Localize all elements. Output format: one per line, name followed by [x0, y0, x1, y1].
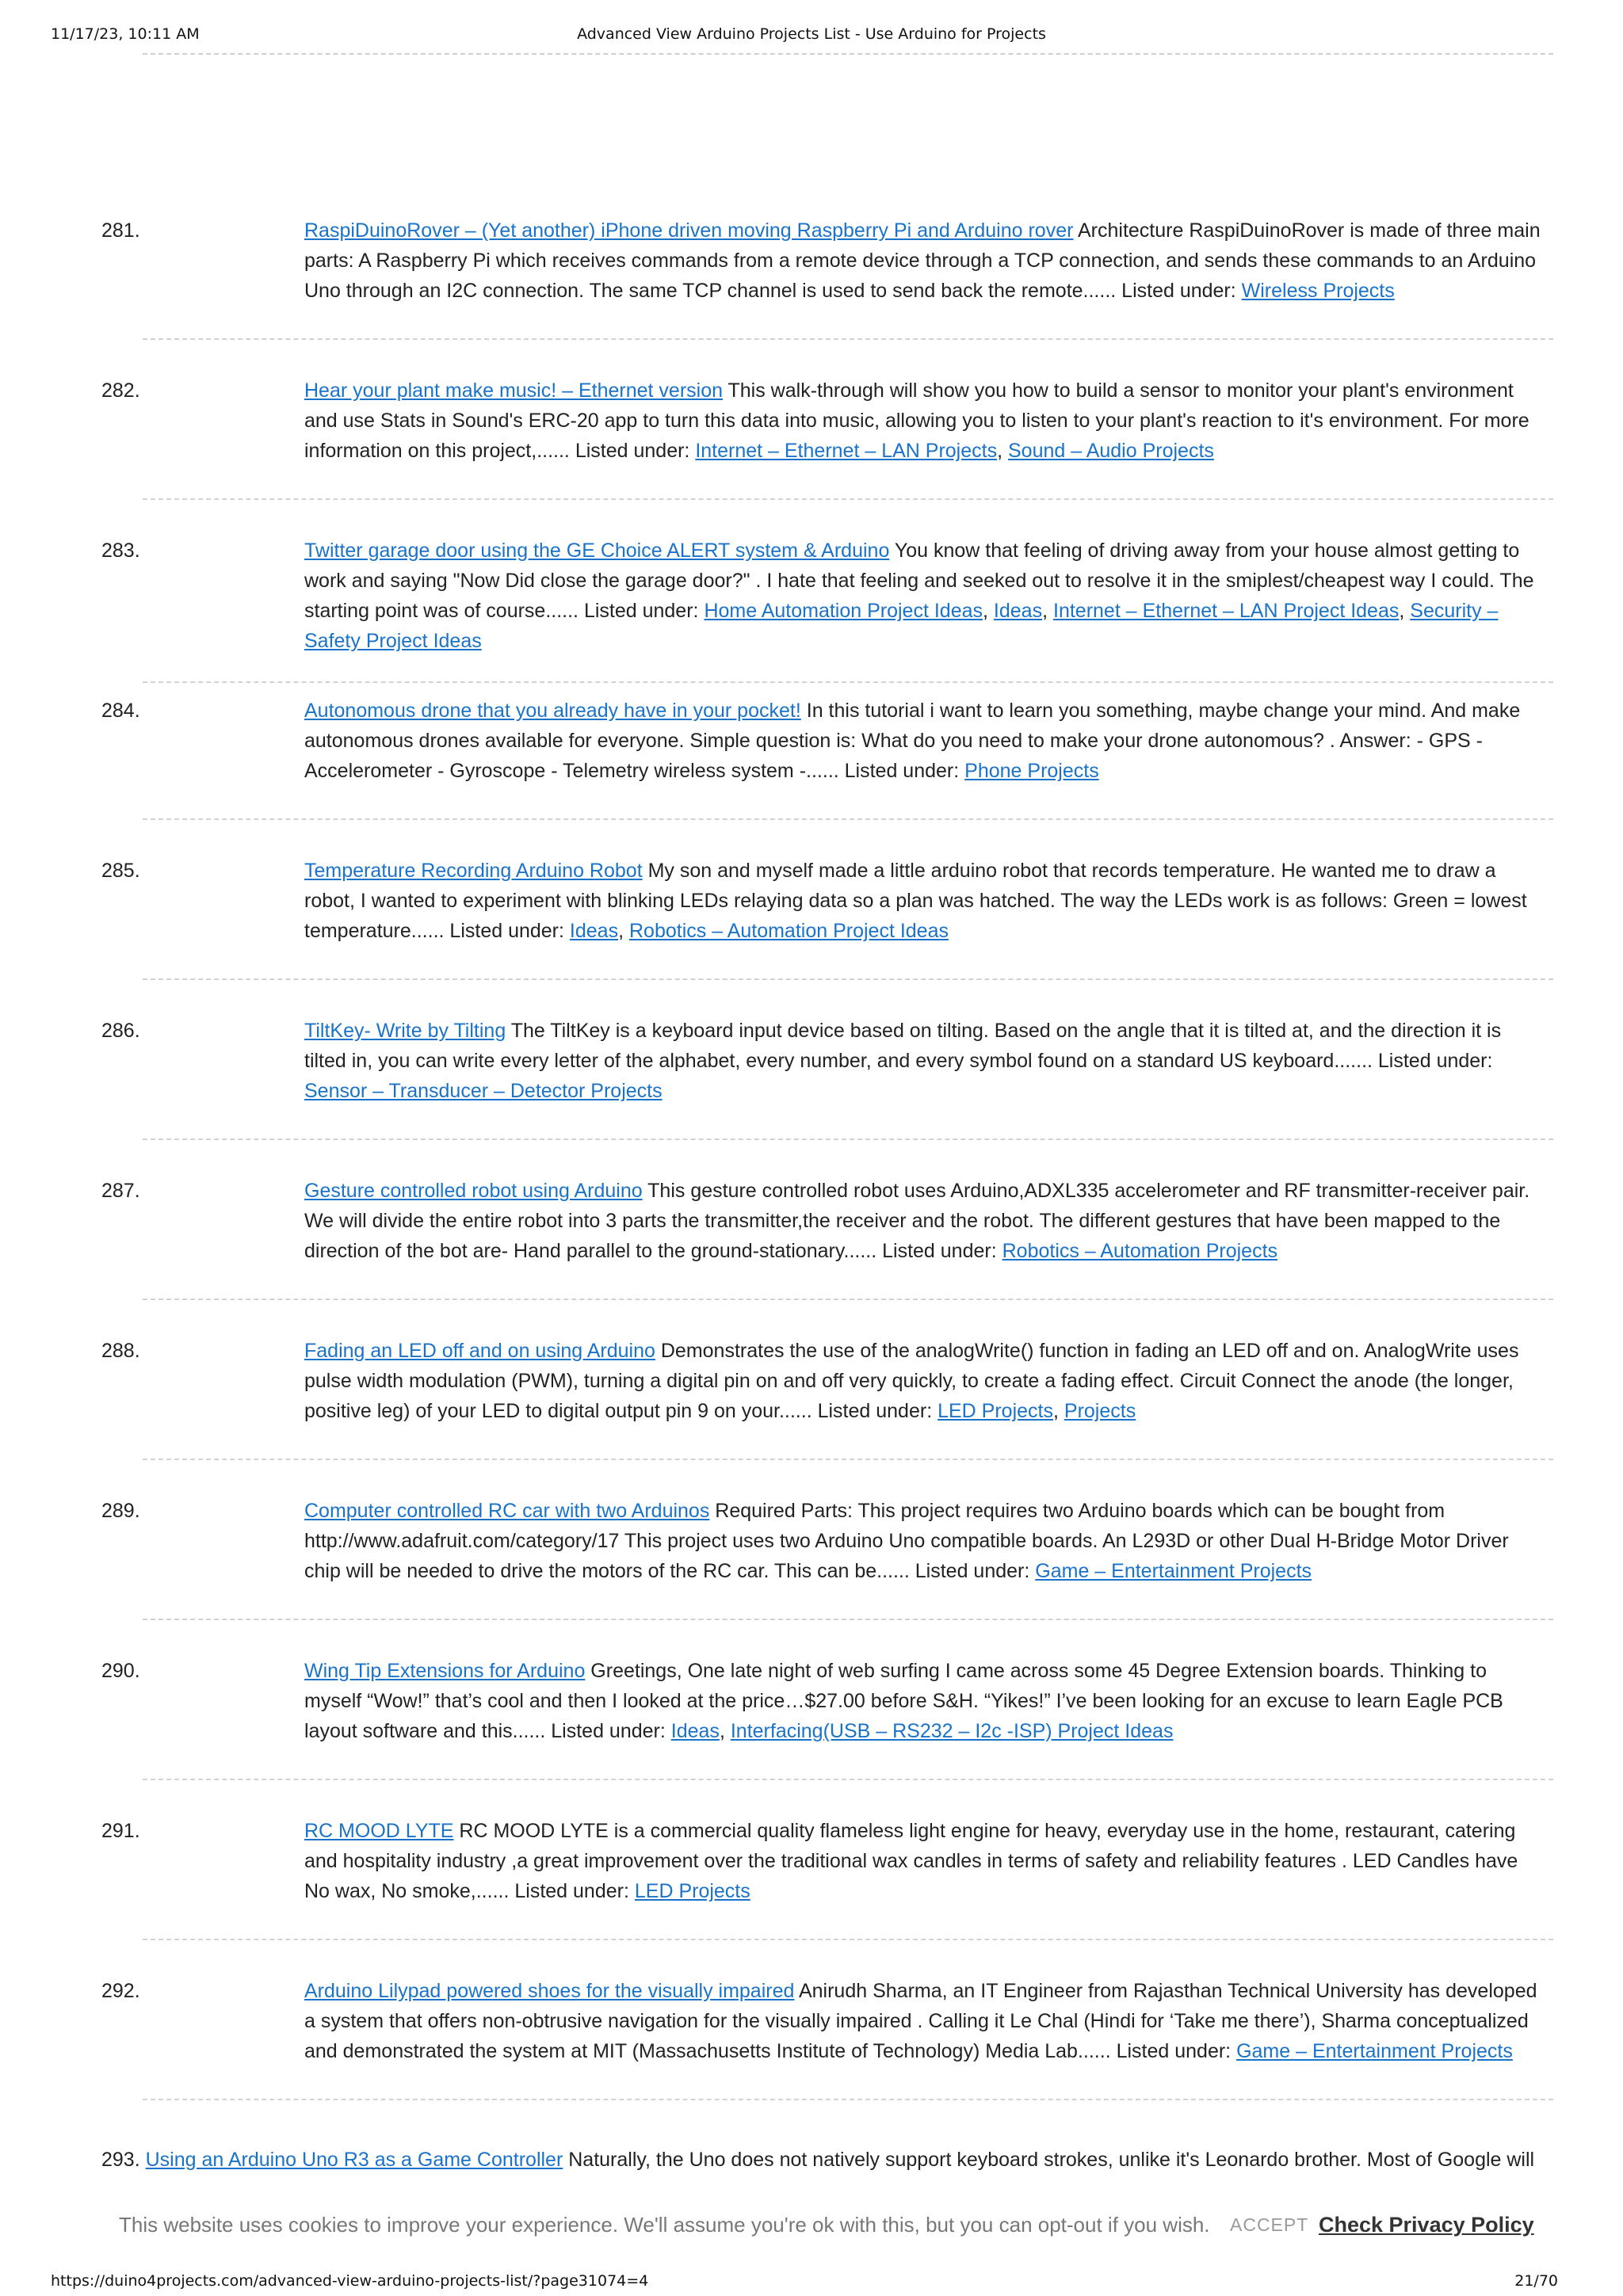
print-datetime: 11/17/23, 10:11 AM — [51, 25, 200, 43]
category-separator: , — [1399, 600, 1411, 622]
entry-body — [304, 376, 1545, 466]
list-item — [101, 1816, 1553, 1940]
entry-body — [304, 215, 1545, 306]
list-item — [101, 1176, 1553, 1300]
list-item — [101, 536, 1553, 683]
entry-number: 292. — [101, 1980, 140, 2002]
top-divider — [143, 53, 1553, 55]
entry-number: 291. — [101, 1820, 140, 1842]
entry-title-link[interactable]: TiltKey- Write by Tilting — [304, 1020, 506, 1042]
category-separator: , — [719, 1720, 731, 1742]
entry-description: Demonstrates the use of the analogWrite() function in fading an LED off and on. AnalogWrite uses pulse width modulation (PWM), turning a digital pin on and off very quickly, to create a fading effect. Circuit Connect the anode (the longer, positive leg) of your LED to digital output pin 9 on your...... Listed under: — [304, 1340, 1519, 1422]
category-link[interactable]: LED Projects — [634, 1880, 750, 1902]
entry-body — [304, 1976, 1545, 2066]
cookie-message: This website uses cookies to improve your experience. We'll assume you're ok with this, but you can opt-out if you wish. — [119, 2213, 1210, 2237]
entry-number: 289. — [101, 1500, 140, 1522]
print-page-number: 21/70 — [1514, 2272, 1558, 2290]
entry-number: 281. — [101, 219, 140, 242]
entry-description: This gesture controlled robot uses Arduino,ADXL335 accelerometer and RF transmitter-receiver pair. We will divide the entire robot into 3 parts the transmitter,the receiver and the robot. The different gestures that have been mapped to the direction of the bot are- Hand parallel to the ground-stationary...... Listed under: — [304, 1180, 1530, 1262]
category-link[interactable]: LED Projects — [938, 1400, 1053, 1422]
privacy-policy-link[interactable]: Check Privacy Policy — [1319, 2213, 1534, 2237]
category-link[interactable]: Home Automation Project Ideas — [704, 600, 983, 622]
category-link[interactable]: Game – Entertainment Projects — [1035, 1560, 1312, 1582]
entry-number: 293. — [101, 2149, 140, 2171]
category-link[interactable]: Internet – Ethernet – LAN Project Ideas — [1053, 600, 1400, 622]
category-link[interactable]: Robotics – Automation Project Ideas — [628, 920, 949, 942]
entry-number: 290. — [101, 1660, 140, 1682]
list-item-partial — [101, 2145, 1553, 2175]
entry-body — [304, 1016, 1545, 1106]
entry-body — [304, 1656, 1545, 1746]
entry-title-link[interactable]: Arduino Lilypad powered shoes for the visually impaired — [304, 1980, 795, 2002]
entry-body — [304, 1496, 1545, 1586]
category-separator: , — [997, 440, 1008, 462]
category-link[interactable]: Ideas — [569, 920, 619, 942]
category-link[interactable]: Phone Projects — [964, 760, 1099, 782]
list-item — [101, 1016, 1553, 1140]
entry-title-link[interactable]: Autonomous drone that you already have in your pocket! — [304, 700, 801, 722]
entry-description: Greetings, One late night of web surfing I came across some 45 Degree Extension boards. Thinking to myself “Wow!” that’s cool and then I looked at the price…$27.00 before S&H. “Yikes!” I’ve been looking for an excuse to learn Eagle PCB layout software and this...... Listed under: — [304, 1660, 1503, 1742]
cookie-accept-button[interactable]: ACCEPT — [1230, 2214, 1309, 2235]
entry-title-link[interactable]: Gesture controlled robot using Arduino — [304, 1180, 643, 1202]
category-link[interactable]: Ideas — [670, 1720, 720, 1742]
entry-description: Architecture RaspiDuinoRover is made of three main parts: A Raspberry Pi which receives commands from a remote device through a TCP connection, and sends these commands to an Arduino Uno through an I2C connection. The same TCP channel is used to send back the remote...... Listed under: — [304, 219, 1541, 302]
entry-description: Anirudh Sharma, an IT Engineer from Rajasthan Technical University has developed a system that offers non-obtrusive navigation for the visually impaired . Calling it Le Chal (Hindi for ‘Take me there’), Sharma conceptualized and demonstrated the system at MIT (Massachusetts Institute of Technology) Media Lab...... Listed under: — [304, 1980, 1537, 2062]
category-separator: , — [983, 600, 994, 622]
entry-number: 286. — [101, 1020, 140, 1042]
entry-description: RC MOOD LYTE is a commercial quality flameless light engine for heavy, everyday use in the home, restaurant, catering and hospitality industry ,a great improvement over the traditional wax candles in terms of safety and reliability features . LED Candles have No wax, No smoke,...... Listed under: — [304, 1820, 1518, 1902]
entry-title-link[interactable]: Computer controlled RC car with two Arduinos — [304, 1500, 710, 1522]
entry-description: In this tutorial i want to learn you something, maybe change your mind. And make autonomous drones available for everyone. Simple question is: What do you need to make your drone autonomous? . Answer: - GPS - Accelerometer - Gyroscope - Telemetry wireless system -...... Listed under: — [304, 700, 1521, 782]
entry-number: 284. — [101, 700, 140, 722]
print-page-title: Advanced View Arduino Projects List - Use Arduino for Projects — [577, 25, 1046, 43]
category-separator: , — [1052, 1400, 1064, 1422]
category-separator: , — [1042, 600, 1053, 622]
category-link[interactable]: Wireless Projects — [1241, 280, 1395, 302]
category-link[interactable]: Internet – Ethernet – LAN Projects — [695, 440, 998, 462]
entry-title-link[interactable]: Wing Tip Extensions for Arduino — [304, 1660, 586, 1682]
category-link[interactable]: Sound – Audio Projects — [1007, 440, 1214, 462]
entry-title-link[interactable]: Fading an LED off and on using Arduino — [304, 1340, 655, 1362]
print-header — [0, 25, 1623, 46]
entry-description: The TiltKey is a keyboard input device based on tilting. Based on the angle that it is tilted at, and the direction it is tilted in, you can write every letter of the alphabet, every number, and every symbol found on a standard US keyboard....... Listed under: — [304, 1020, 1502, 1072]
category-link[interactable]: Sensor – Transducer – Detector Projects — [304, 1080, 663, 1102]
entry-description: You know that feeling of driving away from your house almost getting to work and saying "Now Did close the garage door?" . I hate that feeling and seeked out to resolve it in the smiplest/cheapest way I could. The starting point was of course...... Listed under: — [304, 540, 1534, 622]
list-item — [101, 376, 1553, 500]
list-item — [101, 856, 1553, 980]
entry-body — [304, 536, 1545, 656]
entry-title-link[interactable]: RaspiDuinoRover – (Yet another) iPhone driven moving Raspberry Pi and Arduino rover — [304, 219, 1074, 242]
list-item — [101, 215, 1553, 340]
print-url: https://duino4projects.com/advanced-view-arduino-projects-list/?page31074=4 — [51, 2272, 649, 2290]
entry-title-link[interactable]: Twitter garage door using the GE Choice ALERT system & Arduino — [304, 540, 890, 562]
entry-title-link[interactable]: RC MOOD LYTE — [304, 1820, 454, 1842]
entry-title-link[interactable]: Using an Arduino Uno R3 as a Game Controller — [145, 2149, 563, 2171]
category-link[interactable]: Interfacing(USB – RS232 – I2c -ISP) Project Ideas — [730, 1720, 1174, 1742]
entry-body — [304, 1336, 1545, 1426]
entry-description: Naturally, the Uno does not natively support keyboard strokes, unlike it's Leonardo brother. Most of Google will — [563, 2149, 1535, 2171]
entry-description: My son and myself made a little arduino robot that records temperature. He wanted me to draw a robot, I wanted to experiment with blinking LEDs relaying data so a plan was hatched. The way the LEDs work is as follows: Green = lowest temperature...... Listed under: — [304, 860, 1527, 942]
entry-description: Required Parts: This project requires two Arduino boards which can be bought from http://www.adafruit.com/category/17 This project uses two Arduino Uno compatible boards. An L293D or other Dual H-Bridge Motor Driver chip will be needed to drive the motors of the RC car. This can be...... Listed under: — [304, 1500, 1509, 1582]
entry-body — [304, 856, 1545, 946]
list-item — [101, 1976, 1553, 2100]
entry-body — [304, 1176, 1545, 1266]
list-item — [101, 1656, 1553, 1780]
category-link[interactable]: Security – Safety Project Ideas — [304, 600, 1499, 652]
entry-number: 283. — [101, 540, 140, 562]
entry-body — [304, 696, 1545, 786]
print-footer — [0, 2272, 1623, 2293]
list-item — [101, 1336, 1553, 1460]
entry-number: 287. — [101, 1180, 140, 1202]
entry-title-link[interactable]: Temperature Recording Arduino Robot — [304, 860, 643, 882]
cookie-consent-bar — [0, 2203, 1623, 2247]
entry-number: 285. — [101, 860, 140, 882]
entry-body — [304, 1816, 1545, 1906]
entry-description: This walk-through will show you how to build a sensor to monitor your plant's environment and use Stats in Sound's ERC-20 app to turn this data into music, allowing you to listen to your plant's reaction to it's environment. For more information on this project,...... Listed under: — [304, 379, 1529, 462]
list-item — [101, 696, 1553, 820]
entry-number: 282. — [101, 379, 140, 402]
entry-title-link[interactable]: Hear your plant make music! – Ethernet version — [304, 379, 724, 402]
entry-number: 288. — [101, 1340, 140, 1362]
list-item — [101, 1496, 1553, 1620]
category-separator: , — [618, 920, 629, 942]
category-link[interactable]: Ideas — [993, 600, 1043, 622]
category-link[interactable]: Robotics – Automation Projects — [1002, 1240, 1278, 1262]
category-link[interactable]: Game – Entertainment Projects — [1236, 2040, 1513, 2062]
category-link[interactable]: Projects — [1064, 1400, 1136, 1422]
